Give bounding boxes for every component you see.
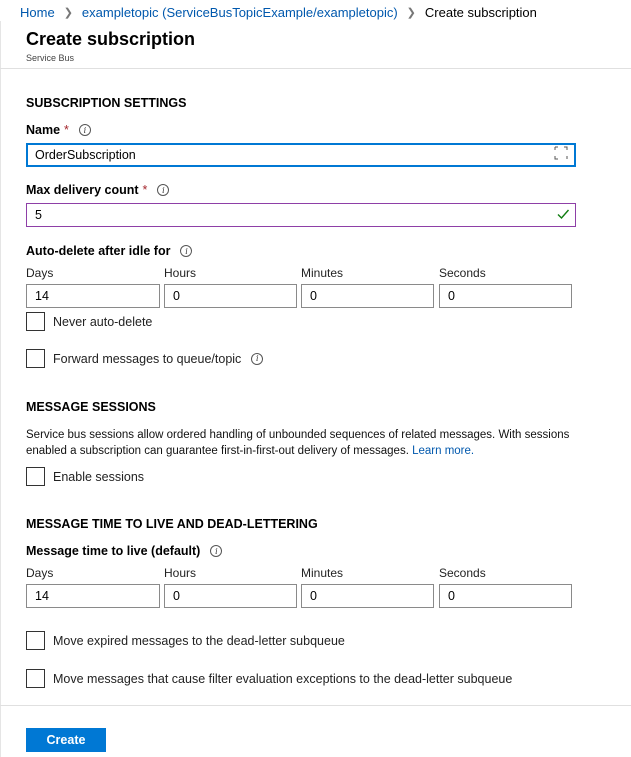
page-left-border	[0, 21, 1, 757]
auto-delete-label	[26, 244, 192, 258]
name-label-text: Name	[26, 123, 61, 137]
max-delivery-label	[26, 183, 169, 197]
filter-dead-letter-checkbox[interactable]	[26, 669, 45, 688]
enable-sessions-checkbox[interactable]	[26, 467, 45, 486]
auto-delete-hours-input[interactable]	[164, 284, 297, 308]
header-divider	[0, 68, 631, 69]
auto-delete-minutes-input[interactable]	[301, 284, 434, 308]
learn-more-link[interactable]: Learn more.	[412, 445, 475, 457]
auto-delete-days-input[interactable]	[26, 284, 160, 308]
info-icon[interactable]: i	[251, 353, 263, 365]
required-marker: *	[142, 183, 148, 197]
auto-delete-label-text: Auto-delete after idle for	[26, 244, 171, 258]
name-input[interactable]	[26, 143, 576, 167]
ttl-seconds-label: Seconds	[439, 566, 486, 580]
ttl-minutes-input[interactable]	[301, 584, 434, 608]
breadcrumb-home-link[interactable]: Home	[20, 4, 55, 20]
info-icon[interactable]: i	[180, 245, 192, 257]
expired-dead-letter-checkbox[interactable]	[26, 631, 45, 650]
auto-delete-seconds-input[interactable]	[439, 284, 572, 308]
auto-delete-seconds-label: Seconds	[439, 266, 486, 280]
ttl-hours-label: Hours	[164, 566, 197, 580]
resize-grip-icon	[554, 146, 568, 160]
page-title: Create subscription	[26, 29, 196, 49]
ttl-days-label: Days	[26, 566, 54, 580]
breadcrumb-topic-link[interactable]: exampletopic (ServiceBusTopicExample/exampletopic)	[81, 4, 398, 20]
ttl-seconds-input[interactable]	[439, 584, 572, 608]
ttl-heading: MESSAGE TIME TO LIVE AND DEAD-LETTERING	[26, 517, 318, 531]
required-marker: *	[64, 123, 69, 137]
forward-messages-label-text: Forward messages to queue/topic	[53, 351, 242, 366]
subscription-settings-heading: SUBSCRIPTION SETTINGS	[26, 96, 187, 110]
auto-delete-hours-label: Hours	[164, 266, 197, 280]
auto-delete-days-label: Days	[26, 266, 54, 280]
forward-messages-label	[53, 350, 263, 367]
auto-delete-minutes-label: Minutes	[301, 266, 344, 280]
max-delivery-input[interactable]	[26, 203, 576, 227]
footer-divider	[0, 705, 631, 706]
filter-dead-letter-label: Move messages that cause filter evaluation exceptions to the dead-letter subqueue	[53, 671, 513, 686]
ttl-days-input[interactable]	[26, 584, 160, 608]
forward-messages-checkbox[interactable]	[26, 349, 45, 368]
name-label	[26, 123, 91, 137]
checkmark-icon	[556, 207, 570, 221]
enable-sessions-label: Enable sessions	[53, 469, 145, 484]
never-auto-delete-checkbox[interactable]	[26, 312, 45, 331]
never-auto-delete-label: Never auto-delete	[53, 314, 153, 329]
breadcrumb-current: Create subscription	[424, 4, 537, 20]
info-icon[interactable]: i	[157, 184, 169, 196]
expired-dead-letter-label: Move expired messages to the dead-letter subqueue	[53, 633, 345, 648]
info-icon[interactable]: i	[210, 545, 222, 557]
chevron-right-icon: ❯	[406, 6, 416, 19]
page-subtitle: Service Bus	[26, 53, 75, 63]
ttl-minutes-label: Minutes	[301, 566, 344, 580]
chevron-right-icon: ❯	[63, 6, 73, 19]
breadcrumb	[20, 3, 537, 21]
sessions-description	[26, 427, 586, 459]
message-sessions-heading: MESSAGE SESSIONS	[26, 400, 156, 414]
sessions-description-text: Service bus sessions allow ordered handling of unbounded sequences of related messages. With sessions enabled a subscription can guarantee first-in-first-out delivery of messages.	[26, 429, 570, 457]
max-delivery-label-text: Max delivery count	[26, 183, 139, 197]
create-button[interactable]: Create	[26, 728, 106, 752]
ttl-label	[26, 544, 222, 558]
ttl-hours-input[interactable]	[164, 584, 297, 608]
info-icon[interactable]: i	[79, 124, 91, 136]
ttl-label-text: Message time to live (default)	[26, 544, 201, 558]
